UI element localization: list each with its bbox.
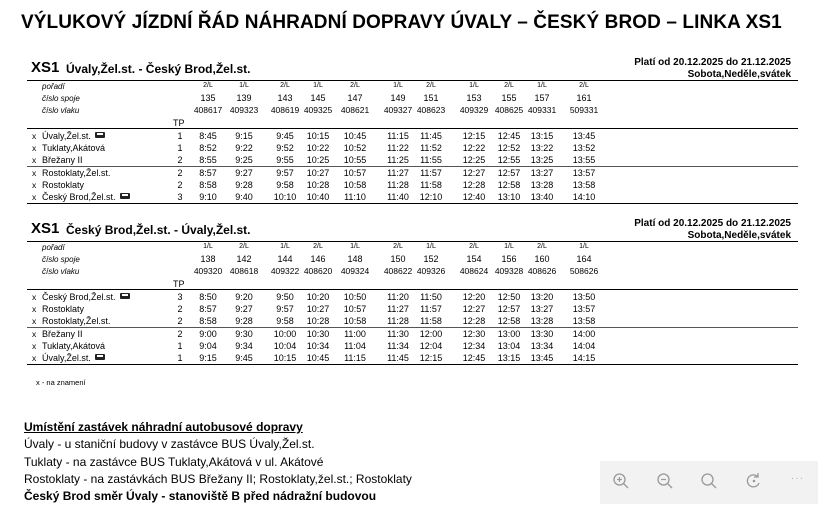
departure-time: 11:55 — [420, 155, 442, 165]
stop-name — [42, 304, 84, 314]
departure-time: 13:00 — [497, 329, 521, 339]
departure-time: 12:27 — [462, 304, 486, 314]
trip-number: 149 — [390, 93, 406, 103]
departure-time: 9:15 — [199, 353, 217, 363]
tp-value: 2 — [177, 329, 183, 339]
divider — [27, 364, 798, 365]
departure-time: 11:25 — [387, 155, 409, 165]
stop-label: Úvaly,Žel.st. — [42, 131, 91, 141]
departure-time: 11:58 — [420, 316, 442, 326]
departure-time: 13:22 — [530, 143, 554, 153]
trip-order: 1/L — [393, 82, 403, 89]
departure-time: 9:30 — [235, 329, 253, 339]
departure-time: 11:52 — [420, 143, 442, 153]
divider — [27, 166, 798, 167]
departure-time: 12:45 — [497, 131, 521, 141]
trip-number: 156 — [501, 254, 517, 264]
departure-time: 10:15 — [306, 131, 330, 141]
trip-order: 2/L — [579, 82, 589, 89]
tp-header: TP — [173, 279, 185, 289]
divider — [27, 327, 798, 328]
legend: x - na znamení — [36, 378, 86, 387]
validity — [634, 57, 791, 81]
departure-time: 10:50 — [343, 292, 367, 302]
departure-time: 11:15 — [387, 131, 409, 141]
departure-time: 9:55 — [276, 155, 294, 165]
trip-order: 2/L — [426, 82, 436, 89]
departure-time: 10:27 — [306, 168, 330, 178]
departure-time: 12:10 — [419, 192, 443, 202]
train-number: 409331 — [527, 105, 557, 115]
on-request-mark: x — [32, 316, 37, 326]
tp-value: 3 — [177, 292, 183, 302]
tp-header: TP — [173, 118, 185, 128]
departure-time: 11:34 — [387, 341, 409, 351]
trip-number: 144 — [277, 254, 293, 264]
trip-order: 1/L — [537, 82, 547, 89]
trip-order: 2/L — [203, 82, 213, 89]
departure-time: 10:20 — [306, 292, 330, 302]
trip-order: 2/L — [239, 243, 249, 250]
stop-name — [42, 292, 130, 302]
order-label: pořadí — [42, 243, 65, 252]
divider — [27, 203, 798, 204]
departure-time: 13:30 — [530, 329, 554, 339]
validity-dates: Platí od 20.12.2025 do 21.12.2025 — [634, 218, 791, 229]
tp-value: 3 — [177, 192, 183, 202]
trip-number: 142 — [236, 254, 252, 264]
departure-time: 10:22 — [306, 143, 330, 153]
train-number: 409326 — [416, 266, 446, 276]
departure-time: 11:28 — [387, 316, 409, 326]
info-line: Rostoklaty - na zastávkách BUS Břežany II; Rostoklaty,žel.st.; Rostoklaty — [24, 472, 412, 486]
departure-time: 10:04 — [273, 341, 297, 351]
departure-time: 10:28 — [306, 180, 330, 190]
validity-days: Sobota,Neděle,svátek — [687, 230, 791, 241]
trip-order: 2/L — [393, 243, 403, 250]
tp-value: 1 — [177, 353, 183, 363]
train-number: 408622 — [383, 266, 413, 276]
departure-time: 11:28 — [387, 180, 409, 190]
departure-time: 13:28 — [530, 316, 554, 326]
departure-time: 9:57 — [276, 168, 294, 178]
stop-label: Tuklaty,Akátová — [42, 341, 106, 351]
on-request-mark: x — [32, 143, 37, 153]
departure-time: 12:27 — [462, 168, 486, 178]
departure-time: 9:28 — [235, 180, 253, 190]
trip-order: 2/L — [469, 243, 479, 250]
trip-number: 155 — [501, 93, 517, 103]
bus-icon — [120, 193, 130, 199]
trip-number: 157 — [534, 93, 550, 103]
departure-time: 9:34 — [235, 341, 253, 351]
departure-time: 9:27 — [235, 168, 253, 178]
departure-time: 13:52 — [572, 143, 596, 153]
rotate-icon[interactable] — [744, 471, 764, 491]
departure-time: 13:27 — [530, 304, 554, 314]
departure-time: 12:57 — [497, 168, 521, 178]
train-number: 408617 — [193, 105, 223, 115]
departure-time: 13:04 — [497, 341, 521, 351]
departure-time: 9:22 — [235, 143, 253, 153]
departure-time: 9:10 — [199, 192, 217, 202]
departure-time: 13:58 — [572, 316, 596, 326]
trip-order: 2/L — [280, 82, 290, 89]
departure-time: 12:34 — [462, 341, 486, 351]
departure-time: 8:58 — [199, 316, 217, 326]
trip-order: 2/L — [350, 82, 360, 89]
departure-time: 12:00 — [419, 329, 443, 339]
departure-time: 9:45 — [276, 131, 294, 141]
trip-order: 1/L — [350, 243, 360, 250]
tp-value: 2 — [177, 168, 183, 178]
departure-time: 10:25 — [306, 155, 330, 165]
departure-time: 9:00 — [199, 329, 217, 339]
divider — [27, 289, 798, 290]
departure-time: 8:57 — [199, 304, 217, 314]
departure-time: 8:57 — [199, 168, 217, 178]
bus-icon — [95, 132, 105, 138]
line-code: XS1 — [31, 59, 60, 76]
trip-order: 2/L — [313, 243, 323, 250]
stop-name — [42, 180, 84, 190]
info-line: Český Brod směr Úvaly - stanoviště B před nádražní budovou — [24, 489, 377, 503]
on-request-mark: x — [32, 192, 37, 202]
departure-time: 9:25 — [235, 155, 253, 165]
departure-time: 10:52 — [343, 143, 367, 153]
train-number: 408618 — [229, 266, 259, 276]
tp-value: 1 — [177, 131, 183, 141]
route-name: Český Brod,Žel.st. - Úvaly,Žel.st. — [66, 223, 251, 237]
departure-time: 10:58 — [343, 180, 367, 190]
stop-name — [42, 143, 105, 153]
departure-time: 9:15 — [235, 131, 253, 141]
departure-time: 12:58 — [497, 316, 521, 326]
departure-time: 12:45 — [462, 353, 486, 363]
stop-label: Rostoklaty,Žel.st. — [42, 168, 111, 178]
stop-label: Český Brod,Žel.st. — [42, 292, 116, 302]
departure-time: 13:58 — [572, 180, 596, 190]
stop-label: Český Brod,Žel.st. — [42, 192, 116, 202]
departure-time: 12:40 — [462, 192, 486, 202]
departure-time: 14:15 — [572, 353, 596, 363]
departure-time: 9:20 — [235, 292, 253, 302]
trip-number: 143 — [277, 93, 293, 103]
trip-order: 1/L — [280, 243, 290, 250]
more-options-icon[interactable]: ··· — [791, 473, 804, 484]
departure-time: 13:45 — [572, 131, 596, 141]
train-number: 408625 — [494, 105, 524, 115]
train-number: 409323 — [229, 105, 259, 115]
departure-time: 10:30 — [306, 329, 330, 339]
order-label: pořadí — [42, 82, 65, 91]
trip-number: 152 — [423, 254, 439, 264]
stop-name — [42, 131, 105, 141]
trip-number: 153 — [466, 93, 482, 103]
trip-order: 1/L — [579, 243, 589, 250]
departure-time: 12:50 — [497, 292, 521, 302]
train-number: 408623 — [416, 105, 446, 115]
departure-time: 10:58 — [343, 316, 367, 326]
departure-time: 12:28 — [462, 316, 486, 326]
train-number: 409322 — [270, 266, 300, 276]
trip-number: 138 — [200, 254, 216, 264]
departure-time: 11:40 — [387, 192, 409, 202]
line-code: XS1 — [31, 220, 60, 237]
departure-time: 11:57 — [420, 168, 442, 178]
train-number: 509331 — [569, 105, 599, 115]
departure-time: 9:52 — [276, 143, 294, 153]
departure-time: 14:00 — [572, 329, 596, 339]
train-number: 409328 — [494, 266, 524, 276]
departure-time: 11:27 — [387, 168, 409, 178]
departure-time: 12:30 — [462, 329, 486, 339]
on-request-mark: x — [32, 341, 37, 351]
trip-number-label: číslo spoje — [42, 255, 80, 264]
departure-time: 13:55 — [572, 155, 596, 165]
tp-value: 2 — [177, 304, 183, 314]
train-number: 409329 — [459, 105, 489, 115]
train-number: 408621 — [340, 105, 370, 115]
stop-name — [42, 155, 83, 165]
departure-time: 10:57 — [343, 168, 367, 178]
departure-time: 12:15 — [462, 131, 486, 141]
departure-time: 13:10 — [497, 192, 521, 202]
departure-time: 10:00 — [273, 329, 297, 339]
departure-time: 9:57 — [276, 304, 294, 314]
departure-time: 8:55 — [199, 155, 217, 165]
departure-time: 9:04 — [199, 341, 217, 351]
stop-name — [42, 168, 110, 178]
train-number: 409327 — [383, 105, 413, 115]
departure-time: 14:04 — [572, 341, 596, 351]
departure-time: 12:22 — [462, 143, 486, 153]
train-number: 409324 — [340, 266, 370, 276]
train-number-label: číslo vlaku — [42, 106, 80, 115]
trip-number: 161 — [576, 93, 592, 103]
departure-time: 13:50 — [572, 292, 596, 302]
trip-number: 135 — [200, 93, 216, 103]
train-number: 408620 — [303, 266, 333, 276]
validity-days: Sobota,Neděle,svátek — [687, 69, 791, 80]
zoom-in-icon[interactable] — [611, 471, 631, 491]
tp-value: 2 — [177, 316, 183, 326]
train-number-label: číslo vlaku — [42, 267, 80, 276]
info-line: Úvaly - u staniční budovy v zastávce BUS Úvaly,Žel.st. — [24, 437, 315, 451]
stop-label: Rostoklaty — [42, 304, 85, 314]
departure-time: 11:00 — [344, 329, 366, 339]
departure-time: 10:45 — [306, 353, 330, 363]
trip-number: 145 — [310, 93, 326, 103]
trip-order: 1/L — [203, 243, 213, 250]
departure-time: 11:10 — [344, 192, 366, 202]
train-number: 508626 — [569, 266, 599, 276]
trip-number: 146 — [310, 254, 326, 264]
zoom-out-icon[interactable] — [655, 471, 675, 491]
departure-time: 13:15 — [497, 353, 521, 363]
trip-order: 1/L — [239, 82, 249, 89]
departure-time: 9:40 — [235, 192, 253, 202]
trip-number: 139 — [236, 93, 252, 103]
departure-time: 11:58 — [420, 180, 442, 190]
on-request-mark: x — [32, 155, 37, 165]
stop-label: Rostoklaty — [42, 180, 85, 190]
departure-time: 11:57 — [420, 304, 442, 314]
departure-time: 12:58 — [497, 180, 521, 190]
route-name: Úvaly,Žel.st. - Český Brod,Žel.st. — [66, 62, 251, 76]
info-title: Umístění zastávek náhradní autobusové dopravy — [24, 420, 303, 434]
tp-value: 1 — [177, 143, 183, 153]
validity — [634, 218, 791, 242]
departure-time: 8:58 — [199, 180, 217, 190]
divider — [27, 241, 798, 242]
trip-number: 151 — [423, 93, 439, 103]
viewer-toolbar — [600, 461, 818, 504]
departure-time: 10:27 — [306, 304, 330, 314]
departure-time: 10:55 — [343, 155, 367, 165]
departure-time: 11:45 — [420, 131, 442, 141]
trip-number: 147 — [347, 93, 363, 103]
on-request-mark: x — [32, 329, 37, 339]
search-icon[interactable] — [699, 471, 719, 491]
stop-label: Břežany II — [42, 329, 83, 339]
trip-order: 1/L — [504, 243, 514, 250]
stop-name — [42, 316, 110, 326]
on-request-mark: x — [32, 131, 37, 141]
divider — [27, 80, 798, 81]
departure-time: 13:45 — [530, 353, 554, 363]
departure-time: 10:34 — [306, 341, 330, 351]
departure-time: 12:25 — [462, 155, 486, 165]
departure-time: 11:04 — [344, 341, 366, 351]
departure-time: 12:57 — [497, 304, 521, 314]
on-request-mark: x — [32, 353, 37, 363]
departure-time: 12:55 — [497, 155, 521, 165]
trip-number-label: číslo spoje — [42, 94, 80, 103]
trip-order: 1/L — [313, 82, 323, 89]
trip-number: 154 — [466, 254, 482, 264]
departure-time: 9:28 — [235, 316, 253, 326]
departure-time: 12:52 — [497, 143, 521, 153]
departure-time: 13:15 — [530, 131, 554, 141]
departure-time: 8:45 — [199, 131, 217, 141]
stop-name — [42, 341, 105, 351]
departure-time: 9:58 — [276, 316, 294, 326]
train-number: 408619 — [270, 105, 300, 115]
departure-time: 13:57 — [572, 304, 596, 314]
departure-time: 11:20 — [387, 292, 409, 302]
trip-order: 1/L — [426, 243, 436, 250]
departure-time: 10:40 — [306, 192, 330, 202]
departure-time: 9:50 — [276, 292, 294, 302]
departure-time: 12:04 — [419, 341, 443, 351]
trip-number: 150 — [390, 254, 406, 264]
stop-name — [42, 192, 130, 202]
departure-time: 13:57 — [572, 168, 596, 178]
departure-time: 10:45 — [343, 131, 367, 141]
departure-time: 11:15 — [344, 353, 366, 363]
trip-number: 148 — [347, 254, 363, 264]
departure-time: 11:27 — [387, 304, 409, 314]
departure-time: 13:20 — [530, 292, 554, 302]
train-number: 409325 — [303, 105, 333, 115]
train-number: 409320 — [193, 266, 223, 276]
on-request-mark: x — [32, 304, 37, 314]
departure-time: 13:28 — [530, 180, 554, 190]
departure-time: 10:10 — [273, 192, 297, 202]
departure-time: 11:50 — [420, 292, 442, 302]
stop-name — [42, 329, 83, 339]
departure-time: 9:45 — [235, 353, 253, 363]
departure-time: 12:20 — [462, 292, 486, 302]
departure-time: 9:27 — [235, 304, 253, 314]
trip-number: 164 — [576, 254, 592, 264]
bus-icon — [120, 293, 130, 299]
tp-value: 1 — [177, 341, 183, 351]
departure-time: 13:25 — [530, 155, 554, 165]
stop-label: Rostoklaty,Žel.st. — [42, 316, 111, 326]
on-request-mark: x — [32, 180, 37, 190]
departure-time: 13:27 — [530, 168, 554, 178]
train-number: 408626 — [527, 266, 557, 276]
departure-time: 8:52 — [199, 143, 217, 153]
departure-time: 10:28 — [306, 316, 330, 326]
trip-order: 1/L — [469, 82, 479, 89]
on-request-mark: x — [32, 168, 37, 178]
departure-time: 14:10 — [572, 192, 596, 202]
document-title: VÝLUKOVÝ JÍZDNÍ ŘÁD NÁHRADNÍ DOPRAVY ÚVALY – ČESKÝ BROD – LINKA XS1 — [21, 12, 782, 33]
stop-label: Břežany II — [42, 155, 83, 165]
tp-value: 2 — [177, 155, 183, 165]
departure-time: 13:34 — [530, 341, 554, 351]
train-number: 408624 — [459, 266, 489, 276]
tp-value: 2 — [177, 180, 183, 190]
trip-order: 2/L — [537, 243, 547, 250]
departure-time: 11:30 — [387, 329, 409, 339]
stop-name — [42, 353, 105, 363]
trip-order: 2/L — [504, 82, 514, 89]
validity-dates: Platí od 20.12.2025 do 21.12.2025 — [634, 57, 791, 68]
trip-number: 160 — [534, 254, 550, 264]
departure-time: 12:15 — [419, 353, 443, 363]
departure-time: 10:57 — [343, 304, 367, 314]
divider — [27, 128, 798, 129]
departure-time: 12:28 — [462, 180, 486, 190]
stop-label: Tuklaty,Akátová — [42, 143, 106, 153]
departure-time: 13:40 — [530, 192, 554, 202]
departure-time: 9:58 — [276, 180, 294, 190]
departure-time: 8:50 — [199, 292, 217, 302]
departure-time: 11:45 — [387, 353, 409, 363]
bus-icon — [95, 354, 105, 360]
on-request-mark: x — [32, 292, 37, 302]
departure-time: 10:15 — [273, 353, 297, 363]
stop-label: Úvaly,Žel.st. — [42, 353, 91, 363]
info-line: Tuklaty - na zastávce BUS Tuklaty,Akátová v ul. Akátové — [24, 455, 324, 469]
departure-time: 11:22 — [387, 143, 409, 153]
